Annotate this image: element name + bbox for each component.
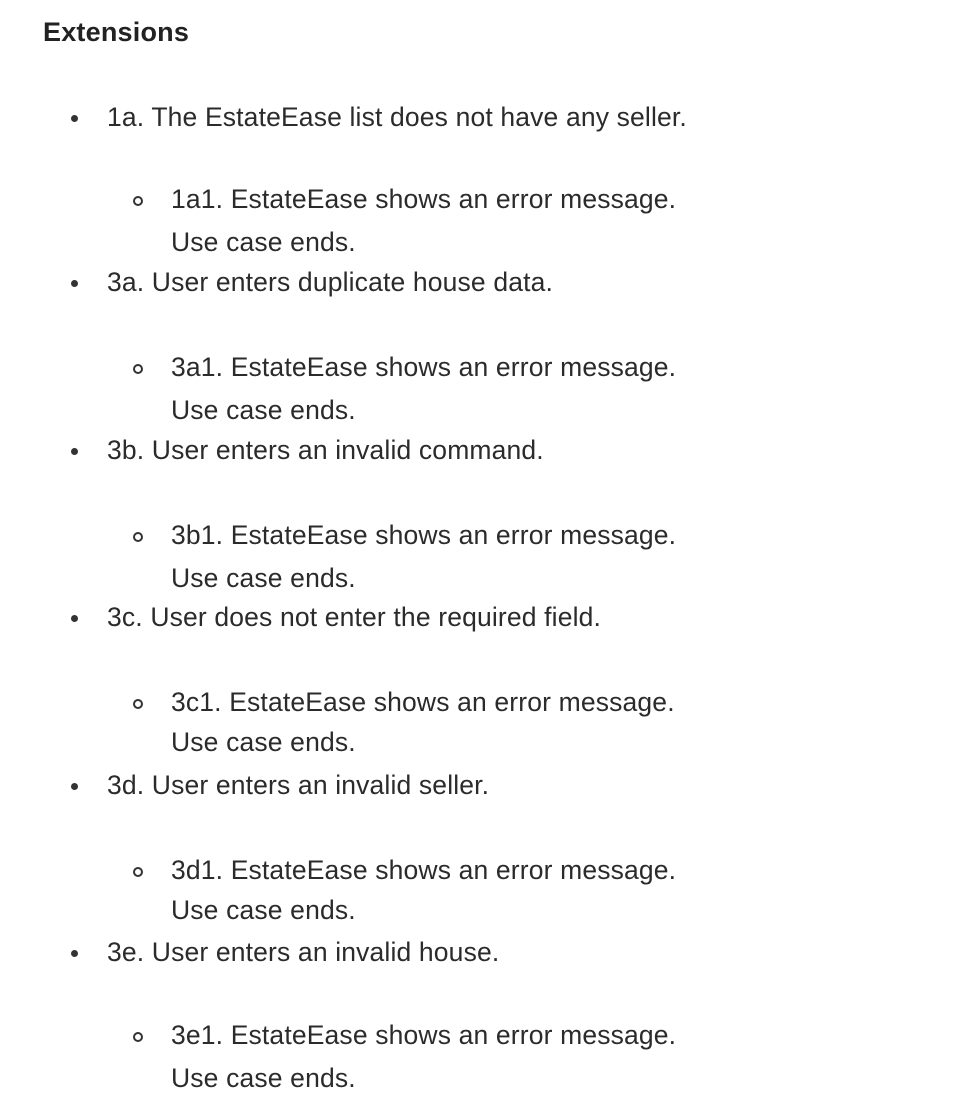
extension-sub-end: Use case ends. <box>171 395 356 425</box>
circle-bullet-icon <box>133 867 143 877</box>
bullet-icon <box>71 115 78 122</box>
extension-sub-end: Use case ends. <box>171 563 356 593</box>
extension-item <box>0 264 960 432</box>
circle-bullet-icon <box>133 699 143 709</box>
circle-bullet-icon <box>133 364 143 374</box>
extension-sub-end: Use case ends. <box>171 727 356 757</box>
extension-sub-end: Use case ends. <box>171 895 356 925</box>
extension-sub-end: Use case ends. <box>171 227 356 257</box>
extension-sub-end: Use case ends. <box>171 1063 356 1093</box>
bullet-icon <box>71 615 78 622</box>
extensions-heading: Extensions <box>43 17 190 47</box>
circle-bullet-icon <box>133 196 143 206</box>
extension-label: 3c. User does not enter the required field. <box>107 602 602 632</box>
extension-item <box>0 767 960 935</box>
extension-item <box>0 99 960 267</box>
extension-item <box>0 599 960 767</box>
extension-label: 3a. User enters duplicate house data. <box>107 267 554 297</box>
bullet-icon <box>71 950 78 957</box>
extension-sub-label: 3b1. EstateEase shows an error message. <box>171 520 677 550</box>
extension-sub-label: 3d1. EstateEase shows an error message. <box>171 855 677 885</box>
bullet-icon <box>71 280 78 287</box>
bullet-icon <box>71 448 78 455</box>
extension-item <box>0 432 960 600</box>
extension-sub-label: 3a1. EstateEase shows an error message. <box>171 352 677 382</box>
extension-sub-label: 3c1. EstateEase shows an error message. <box>171 687 675 717</box>
extension-label: 3b. User enters an invalid command. <box>107 435 544 465</box>
extension-sub-label: 1a1. EstateEase shows an error message. <box>171 184 677 214</box>
extension-label: 3d. User enters an invalid seller. <box>107 770 490 800</box>
extension-sub-label: 3e1. EstateEase shows an error message. <box>171 1020 677 1050</box>
extension-label: 1a. The EstateEase list does not have any seller. <box>107 102 687 132</box>
bullet-icon <box>71 783 78 790</box>
circle-bullet-icon <box>133 1032 143 1042</box>
circle-bullet-icon <box>133 532 143 542</box>
extension-item <box>0 934 960 1102</box>
extension-label: 3e. User enters an invalid house. <box>107 937 500 967</box>
